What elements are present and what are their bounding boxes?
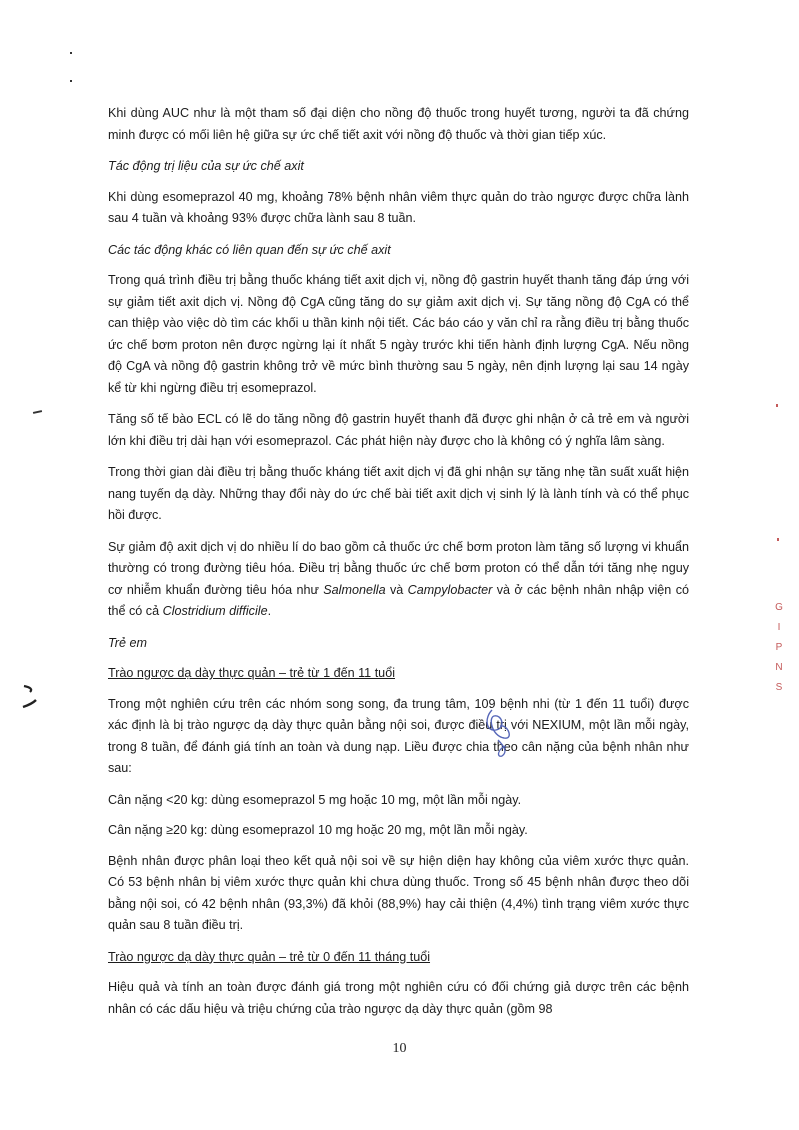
paragraph-bacteria xyxy=(108,537,689,623)
paragraph-bacteria-text-b: và xyxy=(385,582,408,597)
scan-dash xyxy=(33,410,42,414)
heading-therapeutic-effect: Tác động trị liệu của sự ức chế axit xyxy=(108,159,304,173)
page-number: 10 xyxy=(392,1041,407,1056)
salmonella-term: Salmonella xyxy=(323,582,386,597)
paragraph-bacteria-text-a: Sự giảm độ axit dịch vị do nhiều lí do bao gồm cả thuốc ức chế bơm proton làm tăng số lượng vi khuẩn thường có trong đường tiêu hóa. Điều trị bằng thuốc ức chế bơm proton có thể dẫn tới tăng nhẹ nguy cơ nhiễm khuẩn đường tiêu hóa như xyxy=(108,539,689,597)
paragraph-placebo-study: Hiệu quả và tính an toàn được đánh giá trong một nghiên cứu có đối chứng giả dược trên các bệnh nhân có các dấu hiệu và triệu chứng của trào ngược dạ dày thực quản (gồm 98 xyxy=(108,980,689,1016)
margin-stamp: G I P N S xyxy=(775,602,783,693)
heading-gerd-1-11-years: Trào ngược dạ dày thực quản – trẻ từ 1 đến 11 tuổi xyxy=(108,666,395,680)
paragraph-study-109: Trong một nghiên cứu trên các nhóm song song, đa trung tâm, 109 bệnh nhi (từ 1 đến 11 tuổi) được xác định là bị trào ngược dạ dày thực quản bằng nội soi, được điều trị với NEXIUM, một lần mỗi ngày, trong 8 tuần, để đánh giá tính an toàn và dung nạp. Liều được chia theo cân nặng của bệnh nhân như sau: xyxy=(108,696,689,775)
scan-bracket-mark xyxy=(20,683,40,713)
paragraph-dose-over-20kg: Cân nặng ≥20 kg: dùng esomeprazol 10 mg hoặc 20 mg, một lần mỗi ngày. xyxy=(108,823,528,837)
paragraph-auc: Khi dùng AUC như là một tham số đại diện cho nồng độ thuốc trong huyết tương, người ta đã chứng minh được có mối liên hệ giữa sự ức chế tiết axit với nồng độ thuốc và thời gian tiếp xúc. xyxy=(108,106,689,142)
paragraph-dose-under-20kg: Cân nặng <20 kg: dùng esomeprazol 5 mg hoặc 10 mg, một lần mỗi ngày. xyxy=(108,792,522,807)
clostridium-term: Clostridium difficile xyxy=(162,604,268,618)
campylobacter-term: Campylobacter xyxy=(407,582,493,597)
heading-gerd-0-11-months: Trào ngược dạ dày thực quản – trẻ từ 0 đến 11 tháng tuổi xyxy=(108,949,431,964)
scan-dot xyxy=(70,52,72,54)
heading-children: Trẻ em xyxy=(108,635,147,650)
handwritten-initials xyxy=(478,700,528,760)
paragraph-esomeprazol-healing: Khi dùng esomeprazol 40 mg, khoảng 78% bệnh nhân viêm thực quản do trào ngược được chữa lành sau 4 tuần và khoảng 93% được chữa lành sau 8 tuần. xyxy=(108,189,689,225)
stamp-tick xyxy=(776,404,778,407)
paragraph-bacteria-text-d: . xyxy=(267,604,272,618)
document-body xyxy=(108,103,689,1030)
paragraph-ecl-cells: Tăng số tế bào ECL có lẽ do tăng nồng độ gastrin huyết thanh đã được ghi nhận ở cả trẻ em và người lớn khi điều trị dài hạn với esomeprazol. Các phát hiện này được cho là không có ý nghĩa lâm sàng. xyxy=(108,412,689,448)
paragraph-gastrin-cga: Trong quá trình điều trị bằng thuốc kháng tiết axit dịch vị, nồng độ gastrin huyết thanh tăng đáp ứng với sự giảm tiết axit dịch vị. Nồng độ CgA cũng tăng do sự giảm axit dịch vị. Sự tăng nồng độ CgA có thể can thiệp vào việc dò tìm các khối u thần kinh nội tiết. Các báo cáo y văn chỉ ra rằng điều trị bằng thuốc ức chế bơm proton nên được ngừng lại ít nhất 5 ngày trước khi tiến hành định lượng CgA. Nếu nồng độ CgA và nồng độ gastrin không trở về mức bình thường sau 5 ngày, nên định lượng lại sau 14 ngày kể từ khi ngừng điều trị esomeprazol. xyxy=(108,273,689,395)
heading-other-effects: Các tác động khác có liên quan đến sự ức chế axit xyxy=(108,242,391,257)
scan-dot xyxy=(70,80,72,82)
stamp-tick xyxy=(777,538,779,541)
paragraph-gland-cysts: Trong thời gian dài điều trị bằng thuốc kháng tiết axit dịch vị đã ghi nhận sự tăng nhẹ tần suất xuất hiện nang tuyến dạ dày. Những thay đổi này do ức chế bài tiết axit dịch vị sinh lý là lành tính và có thể phục hồi được. xyxy=(108,465,689,522)
paragraph-bacteria-text-c: và ở các bệnh nhân nhập viện có thể có cả xyxy=(108,582,689,618)
paragraph-endoscopy-results: Bệnh nhân được phân loại theo kết quả nội soi về sự hiện diện hay không của viêm xước thực quản. Có 53 bệnh nhân bị viêm xước thực quản khi chưa dùng thuốc. Trong số 45 bệnh nhân được theo dõi bằng nội soi, có 42 bệnh nhân (93,3%) đã khỏi (88,9%) hay cải thiện (4,4%) tình trạng viêm xước thực quản sau 8 tuần điều trị. xyxy=(108,853,689,932)
